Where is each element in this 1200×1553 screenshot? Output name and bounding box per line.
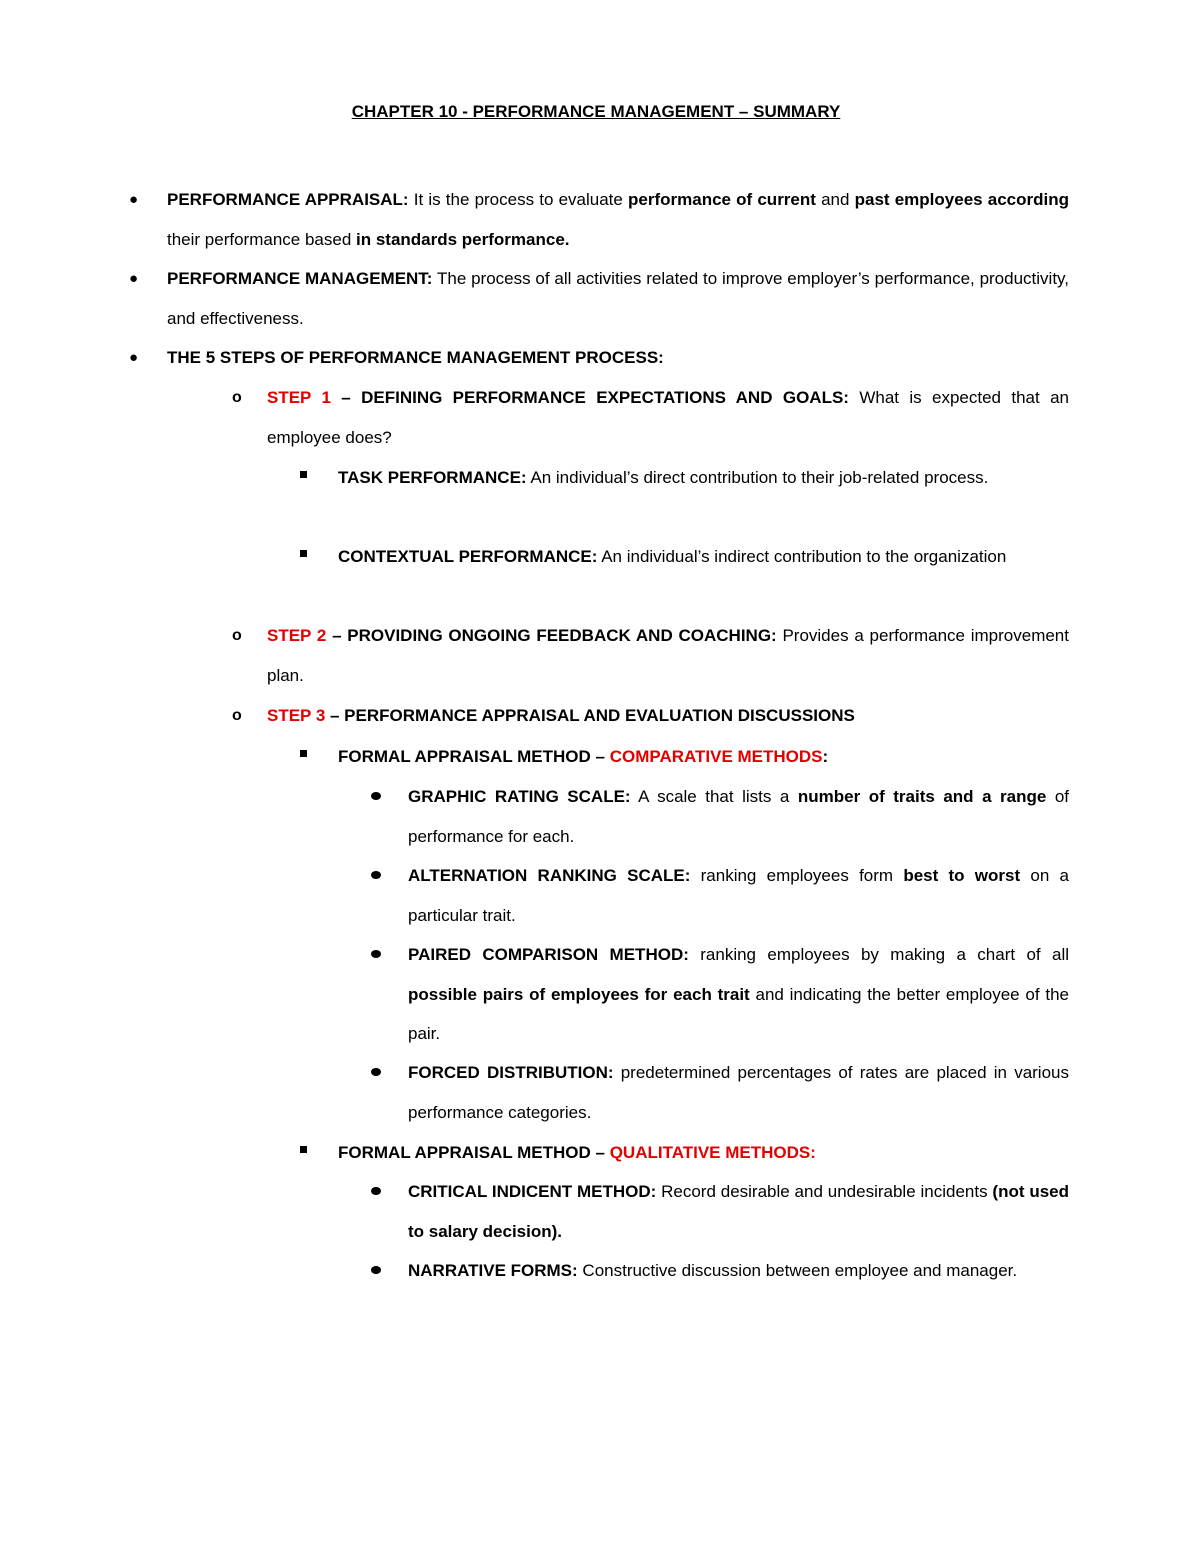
list-item-performance-appraisal: ● PERFORMANCE APPRAISAL: It is the process to evaluate performance of current and past employees according their performance based in standards performance. bbox=[167, 180, 1069, 259]
bullet-square-icon bbox=[300, 1146, 307, 1153]
step-label: STEP 3 bbox=[267, 706, 326, 725]
bullet-dot-icon bbox=[371, 950, 381, 958]
list-item-step-1: o STEP 1 – DEFINING PERFORMANCE EXPECTATIONS AND GOALS: What is expected that an employee does? bbox=[267, 378, 1069, 457]
bullet-dot-icon bbox=[371, 1068, 381, 1076]
list-item-task-performance: TASK PERFORMANCE: An individual’s direct contribution to their job-related process. bbox=[338, 458, 1069, 498]
list-item-paired-comparison: PAIRED COMPARISON METHOD: ranking employees by making a chart of all possible pairs of employees for each trait and indicating the better employee of the pair. bbox=[408, 935, 1069, 1054]
list-item-critical-incident: CRITICAL INDICENT METHOD: Record desirable and undesirable incidents (not used to salary decision). bbox=[408, 1172, 1069, 1251]
list-item-step-3: o STEP 3 – PERFORMANCE APPRAISAL AND EVALUATION DISCUSSIONS bbox=[267, 696, 1069, 736]
bullet-square-icon bbox=[300, 471, 307, 478]
step-label: STEP 1 bbox=[267, 388, 331, 407]
step-label: STEP 2 bbox=[267, 626, 327, 645]
bullet-square-icon bbox=[300, 550, 307, 557]
bullet-disc-icon: ● bbox=[129, 191, 139, 208]
list-item-five-steps: ● THE 5 STEPS OF PERFORMANCE MANAGEMENT PROCESS: bbox=[167, 338, 1069, 378]
list-item-step-2: o STEP 2 – PROVIDING ONGOING FEEDBACK AND COACHING: Provides a performance improvement plan. bbox=[267, 616, 1069, 695]
list-item-qualitative-methods: FORMAL APPRAISAL METHOD – QUALITATIVE METHODS: bbox=[338, 1133, 1069, 1173]
bullet-disc-icon: ● bbox=[129, 270, 139, 287]
bullet-circle-icon: o bbox=[232, 707, 242, 724]
bullet-disc-icon: ● bbox=[129, 349, 139, 366]
bullet-dot-icon bbox=[371, 792, 381, 800]
bullet-dot-icon bbox=[371, 1266, 381, 1274]
list-item-comparative-methods: FORMAL APPRAISAL METHOD – COMPARATIVE METHODS: bbox=[338, 737, 1069, 777]
list-item-performance-management: ● PERFORMANCE MANAGEMENT: The process of all activities related to improve employer’s performance, productivity, and effectiveness. bbox=[167, 259, 1069, 338]
bullet-circle-icon: o bbox=[232, 627, 242, 644]
bullet-dot-icon bbox=[371, 1187, 381, 1195]
bullet-dot-icon bbox=[371, 871, 381, 879]
bullet-square-icon bbox=[300, 750, 307, 757]
list-item-forced-distribution: FORCED DISTRIBUTION: predetermined percentages of rates are placed in various performance categories. bbox=[408, 1053, 1069, 1132]
bullet-circle-icon: o bbox=[232, 389, 242, 406]
list-item-narrative-forms: NARRATIVE FORMS: Constructive discussion between employee and manager. bbox=[408, 1251, 1069, 1291]
list-item-graphic-rating-scale: GRAPHIC RATING SCALE: A scale that lists a number of traits and a range of performance for each. bbox=[408, 777, 1069, 856]
list-item-alternation-ranking: ALTERNATION RANKING SCALE: ranking employees form best to worst on a particular trait. bbox=[408, 856, 1069, 935]
page-title: CHAPTER 10 - PERFORMANCE MANAGEMENT – SUMMARY bbox=[351, 102, 841, 121]
list-item-contextual-performance: CONTEXTUAL PERFORMANCE: An individual’s indirect contribution to the organization bbox=[338, 537, 1069, 577]
